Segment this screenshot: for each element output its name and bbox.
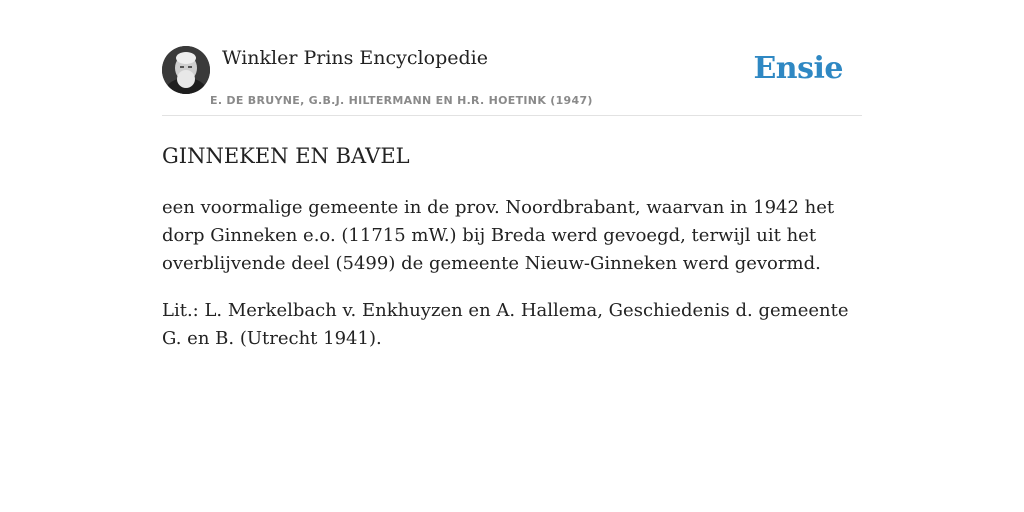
entry-body [162, 194, 862, 353]
page [162, 0, 862, 353]
author-portrait-icon[interactable] [162, 46, 210, 94]
entry-title: GINNEKEN EN BAVEL [162, 144, 410, 168]
entry-paragraph: een voormalige gemeente in de prov. Noordbrabant, waarvan in 1942 het dorp Ginneken e.o. (11715 mW.) bij Breda werd gevoegd, terwijl uit het overblijvende deel (5499) de gemeente Nieuw-Ginneken werd gevormd. [162, 197, 835, 274]
source-header [162, 46, 862, 116]
source-authors: E. DE BRUYNE, G.B.J. HILTERMANN EN H.R. HOETINK (1947) [210, 94, 593, 107]
ensie-logo[interactable]: Ensie [753, 51, 843, 86]
entry-literature: Lit.: L. Merkelbach v. Enkhuyzen en A. Hallema, Geschiedenis d. gemeente G. en B. (Utrecht 1941). [162, 300, 849, 349]
source-title[interactable]: Winkler Prins Encyclopedie [222, 47, 488, 69]
